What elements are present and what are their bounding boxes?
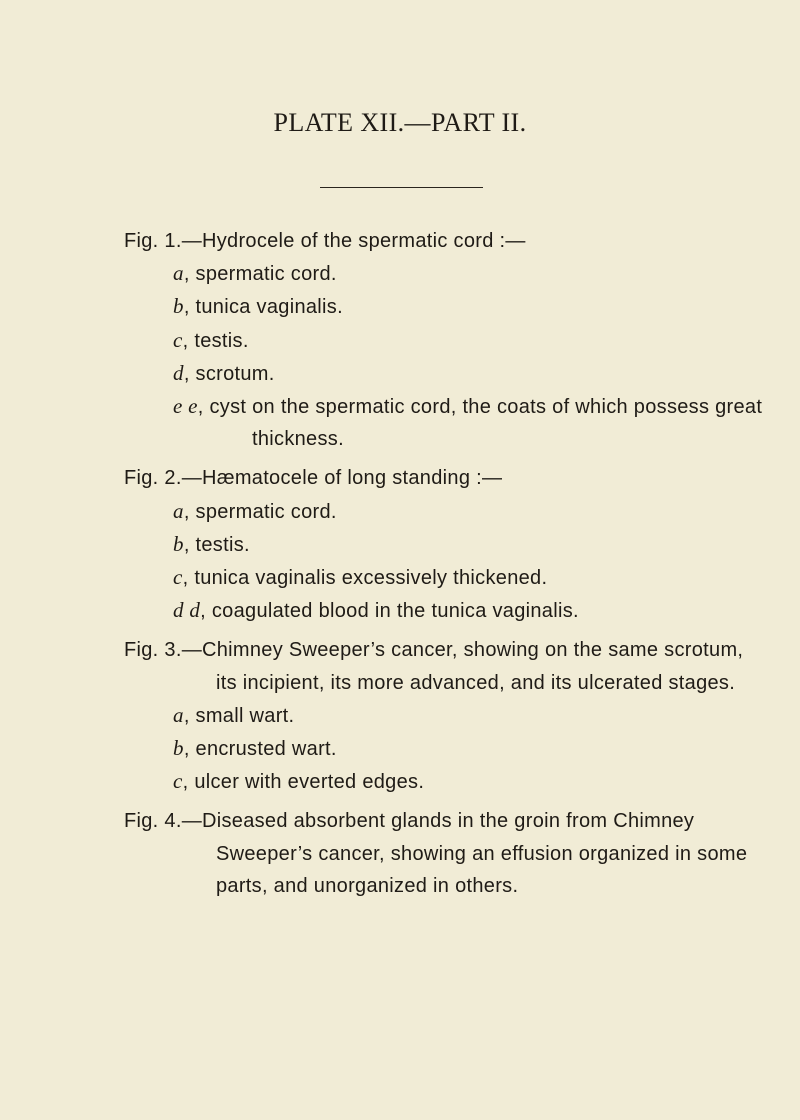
figure-4 [124, 805, 764, 902]
figure-number: Fig. 3. [124, 639, 182, 662]
legend-item [173, 594, 764, 627]
legend-item [173, 495, 764, 528]
legend-item [173, 765, 764, 798]
legend-letter: e e [173, 394, 198, 419]
legend-item [173, 561, 764, 594]
legend-text: , testis. [183, 533, 250, 556]
legend-item [173, 357, 764, 390]
figure-description: —Hydrocele of the spermatic cord :— [181, 230, 526, 252]
legend-letter: c [173, 327, 183, 352]
legend-letter: b [173, 531, 184, 556]
legend-item [173, 732, 764, 765]
figure-heading [124, 634, 764, 698]
legend-item [173, 699, 764, 732]
legend-letter: d [173, 360, 184, 385]
legend-letter: b [173, 736, 184, 761]
figure-heading [124, 225, 764, 257]
legend-letter: c [173, 565, 183, 590]
legend-item [173, 324, 764, 357]
title-divider [320, 187, 483, 188]
legend-letter: a [173, 702, 184, 727]
legend-letter: c [173, 769, 183, 794]
legend-text: , tunica vaginalis excessively thickened. [182, 567, 548, 590]
figure-3 [124, 634, 764, 798]
legend-letter: d d [173, 598, 201, 623]
legend-text: , ulcer with everted edges. [182, 771, 425, 794]
legend-letter: a [173, 498, 184, 523]
figure-1 [124, 225, 764, 455]
figure-legend [124, 225, 764, 909]
legend-item [173, 528, 764, 561]
legend-letter: a [173, 261, 184, 286]
legend-item [173, 390, 764, 455]
figure-heading [124, 805, 764, 902]
legend-item [173, 257, 764, 290]
legend-text: , spermatic cord. [183, 263, 337, 286]
figure-heading [124, 462, 764, 494]
legend-text: , coagulated blood in the tunica vaginalis. [200, 600, 579, 623]
legend-letter: b [173, 294, 184, 319]
legend-text: , scrotum. [183, 362, 275, 385]
figure-number: Fig. 1. [124, 230, 182, 252]
figure-description: —Hæmatocele of long standing :— [181, 467, 503, 490]
figure-number: Fig. 4. [124, 810, 182, 833]
figure-number: Fig. 2. [124, 467, 182, 490]
legend-text: , cyst on the spermatic cord, the coats of which possess great thickness. [197, 396, 763, 451]
legend-text: , encrusted wart. [183, 738, 337, 761]
figure-description: —Diseased absorbent glands in the groin from Chimney Sweeper’s cancer, showing an effusion organized in some parts, and unorganized in others. [181, 810, 748, 897]
legend-text: , small wart. [183, 704, 295, 727]
legend-text: , testis. [182, 329, 249, 352]
legend-text: , tunica vaginalis. [183, 296, 343, 319]
legend-text: , spermatic cord. [183, 500, 337, 523]
figure-2 [124, 462, 764, 627]
figure-description: —Chimney Sweeper’s cancer, showing on the same scrotum, its incipient, its more advanced, and its ulcerated stages. [181, 639, 744, 694]
plate-title: PLATE XII.—PART II. [273, 108, 527, 137]
legend-item [173, 290, 764, 323]
